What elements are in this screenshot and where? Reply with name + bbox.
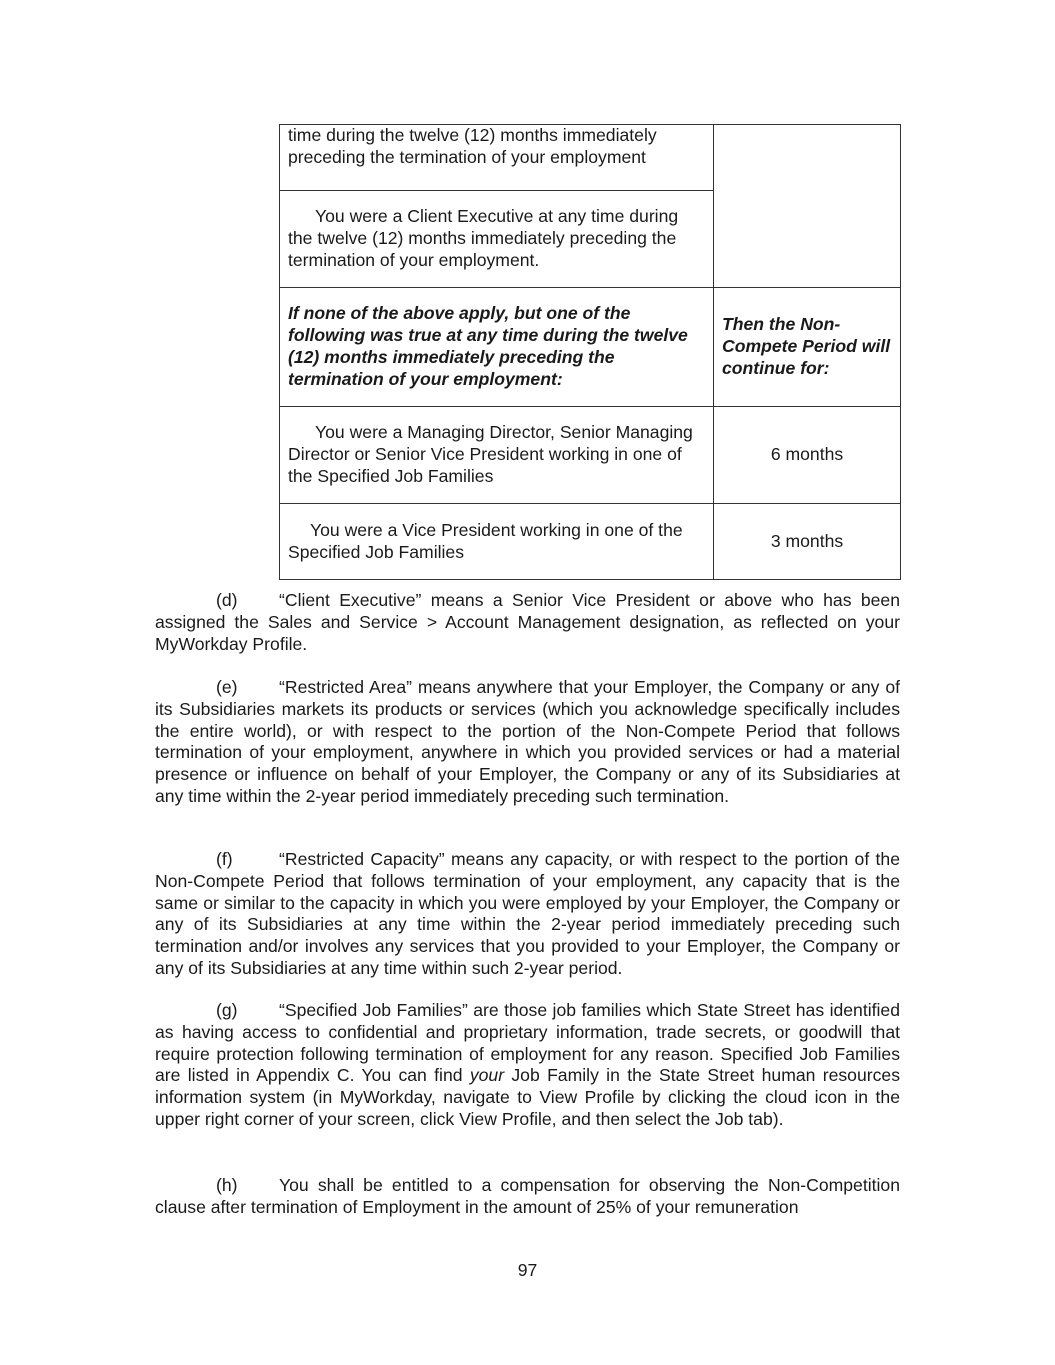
paragraph-f — [155, 849, 900, 980]
paragraph-text: Job Family in the State Street human resources information system (in MyWorkday, navigate to View Profile by clicking the cloud icon in the upper right corner of your screen, click View Profile, and then select the Job tab). — [155, 1065, 900, 1129]
table-cell-duration: 6 months — [714, 407, 901, 504]
table-cell — [280, 407, 714, 504]
paragraph-text-italic: your — [469, 1065, 505, 1086]
cell-text: You were a Vice President working in one of the Specified Job Families — [288, 519, 683, 562]
page-number: 97 — [517, 1260, 538, 1280]
paragraph-g — [155, 1000, 900, 1131]
cell-text: You were a Managing Director, Senior Managing Director or Senior Vice President working in one of the Specified Job Families — [288, 422, 693, 486]
paragraph-d — [155, 590, 900, 655]
paragraph-h — [155, 1175, 900, 1219]
paragraph-label: (d) — [216, 590, 238, 610]
paragraph-text: “Restricted Area” means anywhere that your Employer, the Company or any of its Subsidiaries markets its products or services (which you acknowledge specifically includes the entire world), or with respect to the portion of the Non-Compete Period that follows termination of your employment, anywhere in which you provided services or had a material presence or influence on behalf of your Employer, the Company or any of its Subsidiaries at any time within the 2-year period immediately preceding such termination. — [155, 677, 900, 806]
table-row — [280, 504, 901, 580]
paragraph-text: “Client Executive” means a Senior Vice President or above who has been assigned the Sales and Service > Account Management designation, as reflected on your MyWorkday Profile. — [155, 590, 900, 654]
paragraph-label: (f) — [216, 849, 233, 869]
table-cell — [280, 504, 714, 580]
table-cell — [280, 191, 714, 288]
paragraph-text: You shall be entitled to a compensation for observing the Non-Competition clause after termination of Employment in the amount of 25% of your remuneration — [155, 1175, 900, 1217]
table-row — [280, 125, 901, 191]
paragraph-text: “Specified Job Families” are those job families which State Street has identified as having access to confidential and proprietary information, trade secrets, or goodwill that require protection following termination of employment for any reason. Specified Job Families are listed in Appendix C. You can find — [155, 1000, 900, 1086]
table-cell-header: If none of the above apply, but one of the following was true at any time during the twelve (12) months immediately preceding the termination of your employment: — [280, 288, 714, 407]
non-compete-table — [279, 124, 901, 580]
table-cell: time during the twelve (12) months immediately preceding the termination of your employment — [280, 125, 714, 191]
paragraph-label: (h) — [216, 1175, 238, 1195]
table-cell-duration: 3 months — [714, 504, 901, 580]
paragraph-e — [155, 677, 900, 808]
table-row — [280, 407, 901, 504]
cell-text: You were a Client Executive at any time during the twelve (12) months immediately preceding the termination of your employment. — [288, 206, 679, 270]
paragraph-label: (e) — [216, 677, 238, 697]
table-row — [280, 288, 901, 407]
table-cell-empty — [714, 125, 901, 288]
paragraph-label: (g) — [216, 1000, 238, 1020]
paragraph-text: “Restricted Capacity” means any capacity, or with respect to the portion of the Non-Compete Period that follows termination of your employment, any capacity that is the same or similar to the capacity in which you were employed by your Employer, the Company or any of its Subsidiaries at any time within the 2-year period immediately preceding such termination and/or involves any services that you provided to your Employer, the Company or any of its Subsidiaries at any time within such 2-year period. — [155, 849, 900, 978]
table-cell-header: Then the Non-Compete Period will continue for: — [714, 288, 901, 407]
